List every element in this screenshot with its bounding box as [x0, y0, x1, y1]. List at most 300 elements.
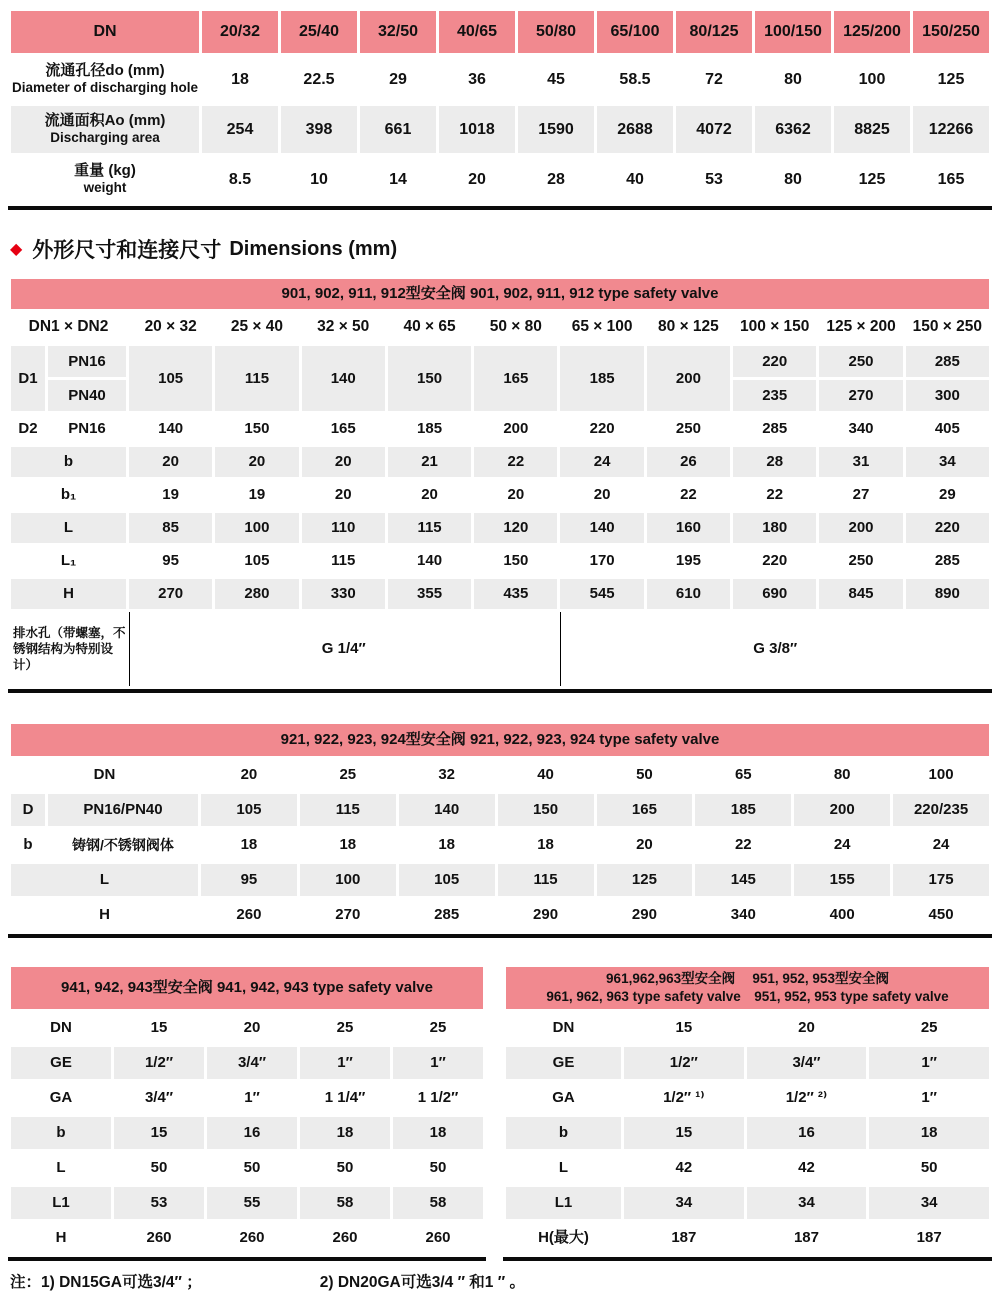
sub-label: 铸钢/不锈钢阀体 [48, 829, 198, 861]
table-cell: 270 [129, 579, 212, 609]
table-cell: 28 [733, 447, 816, 477]
row-label-zh: 重量 (kg) [74, 162, 136, 180]
table-cell: 45 [518, 56, 594, 103]
table-cell: 20 [129, 447, 212, 477]
table-cell: 53 [676, 156, 752, 203]
table-cell: 250 [819, 346, 902, 377]
table-cell: 115 [215, 346, 298, 411]
table-cell: 4072 [676, 106, 752, 153]
row-label: DN [11, 759, 198, 791]
table-cell: 18 [202, 56, 278, 103]
table-cell: 53 [114, 1187, 204, 1219]
table-row [11, 156, 989, 203]
row-label: D2 [11, 414, 45, 444]
table-cell: 95 [129, 546, 212, 576]
table-cell: 260 [201, 899, 297, 931]
table-cell: 25 [300, 1012, 390, 1044]
diamond-bullet-icon: ◆ [10, 241, 23, 258]
table-cell: 100 [215, 513, 298, 543]
table-cell: 150 × 250 [906, 312, 989, 343]
table-cell: 270 [300, 899, 396, 931]
table-cell: 285 [906, 346, 989, 377]
table-cell: 80/125 [676, 11, 752, 53]
table-cell: 20 [597, 829, 693, 861]
table-cell: 165 [913, 156, 989, 203]
row-label-en: Discharging area [50, 130, 160, 146]
table-cell: 18 [201, 829, 297, 861]
table-cell: 260 [207, 1222, 297, 1254]
row-label: b [11, 447, 126, 477]
table-cell: 80 [794, 759, 890, 791]
table-row [11, 546, 989, 576]
table-cell: 140 [388, 546, 471, 576]
row-label: L [11, 864, 198, 896]
row-label: b [11, 1117, 111, 1149]
table-cell: 100 [300, 864, 396, 896]
row-label: L₁ [11, 546, 126, 576]
table-cell: 15 [114, 1012, 204, 1044]
table-row [11, 1187, 483, 1219]
table-cell: 150 [215, 414, 298, 444]
table-cell: 220 [733, 546, 816, 576]
table-cell: 50 [300, 1152, 390, 1184]
table-cell: 610 [647, 579, 730, 609]
table-cell: 890 [906, 579, 989, 609]
sub-label: PN16 [48, 346, 126, 377]
table-cell: 355 [388, 579, 471, 609]
table-row [506, 1047, 989, 1079]
table-cell: 120 [474, 513, 557, 543]
table-title-row [11, 967, 483, 1009]
table-cell: 29 [906, 480, 989, 510]
row-label [11, 56, 199, 103]
table-cell: 12266 [913, 106, 989, 153]
row-label-zh: 流通孔径do (mm) [45, 62, 165, 80]
table-cell: 300 [906, 380, 989, 411]
table-cell: 1 1/2″ [393, 1082, 483, 1114]
table-cell: 200 [819, 513, 902, 543]
table-cell: 115 [302, 546, 385, 576]
table-cell: 150 [388, 346, 471, 411]
table-row [11, 864, 989, 896]
table-row [11, 11, 989, 53]
table-cell: 260 [300, 1222, 390, 1254]
flow-capacity-table [8, 8, 992, 210]
row-label: D1 [11, 346, 45, 411]
table-cell: 187 [869, 1222, 989, 1254]
table-row [11, 312, 989, 343]
row-label: L [506, 1152, 621, 1184]
row-label [11, 156, 199, 203]
table-cell: 285 [906, 546, 989, 576]
table-cell: 270 [819, 380, 902, 411]
table-cell: 140 [302, 346, 385, 411]
table-cell: 150 [498, 794, 594, 826]
table-cell: 8.5 [202, 156, 278, 203]
table-cell: 285 [399, 899, 495, 931]
table-cell: 220 [733, 346, 816, 377]
table-cell: 80 × 125 [647, 312, 730, 343]
table-cell: 32 × 50 [302, 312, 385, 343]
table-cell: 340 [695, 899, 791, 931]
table-row [11, 899, 989, 931]
table-cell: 22 [733, 480, 816, 510]
table-cell: 65 [695, 759, 791, 791]
table-row [11, 56, 989, 103]
table-row [11, 1012, 483, 1044]
table-cell: 140 [560, 513, 643, 543]
table-cell: 250 [819, 546, 902, 576]
table-cell: 1″ [300, 1047, 390, 1079]
table-cell: 1″ [869, 1082, 989, 1114]
table-row [11, 829, 989, 861]
table-cell: 34 [624, 1187, 744, 1219]
table-row [11, 480, 989, 510]
table-cell: 34 [869, 1187, 989, 1219]
table-row [11, 759, 989, 791]
table-cell: 50 [114, 1152, 204, 1184]
table-cell: 150/250 [913, 11, 989, 53]
row-label: GE [11, 1047, 111, 1079]
table-cell: 220 [906, 513, 989, 543]
table-row [11, 414, 989, 444]
table-cell: 330 [302, 579, 385, 609]
table-cell: 36 [439, 56, 515, 103]
table-cell: 185 [695, 794, 791, 826]
row-label [11, 106, 199, 153]
table-row [11, 106, 989, 153]
table-cell: 2688 [597, 106, 673, 153]
table-cell: 450 [893, 899, 989, 931]
table-cell: 80 [755, 56, 831, 103]
table-row [11, 1117, 483, 1149]
table-row [11, 1047, 483, 1079]
table-cell: 31 [819, 447, 902, 477]
drain-value-left: G 1/4″ [129, 612, 557, 686]
table-cell: 285 [733, 414, 816, 444]
table-cell: 72 [676, 56, 752, 103]
table-cell: 254 [202, 106, 278, 153]
footnote-1: 注：1) DN15GA可选3/4″ ； [10, 1274, 202, 1291]
table-cell: 661 [360, 106, 436, 153]
table-cell: 1/2″ [114, 1047, 204, 1079]
table-cell: 187 [624, 1222, 744, 1254]
table-cell: 200 [474, 414, 557, 444]
table-cell: 20 [439, 156, 515, 203]
table-cell: 50 [869, 1152, 989, 1184]
table-cell: 200 [647, 346, 730, 411]
table-cell: 85 [129, 513, 212, 543]
table-cell: 14 [360, 156, 436, 203]
table-cell: 180 [733, 513, 816, 543]
table-cell: 20 [215, 447, 298, 477]
table-cell: 398 [281, 106, 357, 153]
table-cell: 65 × 100 [560, 312, 643, 343]
table-cell: 155 [794, 864, 890, 896]
table-row [11, 1222, 483, 1254]
table-cell: 20 [560, 480, 643, 510]
table-cell: 50/80 [518, 11, 594, 53]
table-cell: 6362 [755, 106, 831, 153]
table-title-line1: 961,962,963型安全阀 951, 952, 953型安全阀 [606, 970, 889, 986]
table-cell: 32 [399, 759, 495, 791]
table-cell: 32/50 [360, 11, 436, 53]
sub-label: PN16/PN40 [48, 794, 198, 826]
table-row [506, 1012, 989, 1044]
table-row [11, 1152, 483, 1184]
table-cell: 405 [906, 414, 989, 444]
table-title-row [11, 724, 989, 756]
table-cell: 18 [300, 829, 396, 861]
table-cell: 18 [498, 829, 594, 861]
col-header-label: DN1 × DN2 [11, 312, 126, 343]
table-cell: 16 [747, 1117, 867, 1149]
row-label-en: Diameter of discharging hole [11, 80, 199, 96]
row-label-zh: 流通面积Ao (mm) [44, 112, 166, 130]
table-row [11, 794, 989, 826]
sub-label: PN40 [48, 380, 126, 411]
sub-label: PN16 [48, 414, 126, 444]
table-cell: 1/2″ [624, 1047, 744, 1079]
table-cell: 220/235 [893, 794, 989, 826]
table-cell: 400 [794, 899, 890, 931]
table-cell: 22 [647, 480, 730, 510]
table-cell: 185 [388, 414, 471, 444]
table-cell: 100 × 150 [733, 312, 816, 343]
table-title: 941, 942, 943型安全阀 941, 942, 943 type safety valve [11, 967, 483, 1009]
table-cell: 20 × 32 [129, 312, 212, 343]
table-cell: 15 [624, 1012, 744, 1044]
table-cell: 40 [597, 156, 673, 203]
table-cell: 125 [913, 56, 989, 103]
table-title: 921, 922, 923, 924型安全阀 921, 922, 923, 924 type safety valve [11, 724, 989, 756]
table-cell: 200 [794, 794, 890, 826]
table-cell: 690 [733, 579, 816, 609]
table-cell: 20 [207, 1012, 297, 1044]
table-cell: 280 [215, 579, 298, 609]
section-title-zh: 外形尺寸和连接尺寸 [32, 239, 222, 262]
table-cell: 220 [560, 414, 643, 444]
row-label: L1 [506, 1187, 621, 1219]
table-cell: 165 [302, 414, 385, 444]
row-label: DN [11, 1012, 111, 1044]
table-cell: 140 [399, 794, 495, 826]
section-title-en: Dimensions (mm) [229, 237, 398, 260]
table-cell: 10 [281, 156, 357, 203]
table-cell: 42 [624, 1152, 744, 1184]
table-cell: 22 [695, 829, 791, 861]
table-cell: 1″ [869, 1047, 989, 1079]
table-cell: 115 [300, 794, 396, 826]
row-label: L [11, 513, 126, 543]
table-cell: 58.5 [597, 56, 673, 103]
drain-value-right: G 3/8″ [560, 612, 989, 686]
table-cell: 20 [388, 480, 471, 510]
table-row [11, 346, 989, 377]
row-label: GE [506, 1047, 621, 1079]
table-cell: 20 [201, 759, 297, 791]
table-cell: 40 [498, 759, 594, 791]
table-cell: 50 [597, 759, 693, 791]
table-cell: 28 [518, 156, 594, 203]
table-cell: 3/4″ [747, 1047, 867, 1079]
table-cell: 1590 [518, 106, 594, 153]
table-cell: 105 [399, 864, 495, 896]
table-cell: 18 [393, 1117, 483, 1149]
table-cell: 105 [201, 794, 297, 826]
row-label: GA [11, 1082, 111, 1114]
table-cell: 65/100 [597, 11, 673, 53]
table-961-963-951-953 [503, 964, 992, 1261]
table-cell: 19 [215, 480, 298, 510]
table-cell: 3/4″ [207, 1047, 297, 1079]
drain-hole-row [11, 612, 989, 686]
footnote-2: 2) DN20GA可选3/4 ″ 和1 ″ 。 [319, 1274, 525, 1291]
table-row [11, 579, 989, 609]
table-cell: 58 [393, 1187, 483, 1219]
table-cell: 105 [129, 346, 212, 411]
table-cell: 125/200 [834, 11, 910, 53]
table-cell: 545 [560, 579, 643, 609]
section-heading [10, 234, 992, 264]
table-cell: 1″ [393, 1047, 483, 1079]
table-cell: 15 [624, 1117, 744, 1149]
row-label: L1 [11, 1187, 111, 1219]
table-cell: 100 [834, 56, 910, 103]
table-row [506, 1082, 989, 1114]
table-cell: 27 [819, 480, 902, 510]
table-cell: 115 [388, 513, 471, 543]
table-cell: 18 [869, 1117, 989, 1149]
table-cell: 22 [474, 447, 557, 477]
table-cell: 55 [207, 1187, 297, 1219]
table-cell: 20 [302, 480, 385, 510]
table-cell: 290 [498, 899, 594, 931]
bottom-tables [8, 964, 992, 1261]
table-cell: 40 × 65 [388, 312, 471, 343]
table-921-924 [8, 721, 992, 938]
table-cell: 15 [114, 1117, 204, 1149]
drain-label: 排水孔（带螺塞，不锈钢结构为特别设计） [11, 612, 126, 686]
footnote [10, 1270, 992, 1292]
row-label: DN [506, 1012, 621, 1044]
dn-header-label: DN [11, 11, 199, 53]
table-row [506, 1117, 989, 1149]
table-cell: 25/40 [281, 11, 357, 53]
table-cell: 110 [302, 513, 385, 543]
table-cell: 25 [869, 1012, 989, 1044]
table-cell: 25 [393, 1012, 483, 1044]
table-cell: 165 [474, 346, 557, 411]
table-cell: 95 [201, 864, 297, 896]
table-cell: 18 [399, 829, 495, 861]
table-cell: 845 [819, 579, 902, 609]
table-cell: 24 [893, 829, 989, 861]
row-label: b₁ [11, 480, 126, 510]
table-cell: 50 [393, 1152, 483, 1184]
table-cell: 58 [300, 1187, 390, 1219]
table-cell: 160 [647, 513, 730, 543]
table-cell: 20 [474, 480, 557, 510]
table-cell: 8825 [834, 106, 910, 153]
table-cell: 185 [560, 346, 643, 411]
table-cell: 175 [893, 864, 989, 896]
table-cell: 125 [834, 156, 910, 203]
table-cell: 260 [393, 1222, 483, 1254]
table-cell: 1/2″ ¹⁾ [624, 1082, 744, 1114]
table-cell: 100 [893, 759, 989, 791]
table-cell: 250 [647, 414, 730, 444]
table-cell: 290 [597, 899, 693, 931]
table-cell: 1018 [439, 106, 515, 153]
table-cell: 20/32 [202, 11, 278, 53]
table-row [11, 1082, 483, 1114]
table-901-912 [8, 276, 992, 693]
table-cell: 19 [129, 480, 212, 510]
table-cell: 1/2″ ²⁾ [747, 1082, 867, 1114]
row-label: H [11, 1222, 111, 1254]
table-cell: 435 [474, 579, 557, 609]
table-row [11, 513, 989, 543]
table-cell: 340 [819, 414, 902, 444]
table-cell: 18 [300, 1117, 390, 1149]
table-cell: 29 [360, 56, 436, 103]
row-label: D [11, 794, 45, 826]
table-cell: 50 × 80 [474, 312, 557, 343]
table-cell: 100/150 [755, 11, 831, 53]
table-cell: 1″ [207, 1082, 297, 1114]
row-label: b [11, 829, 45, 861]
table-cell: 50 [207, 1152, 297, 1184]
table-cell: 187 [747, 1222, 867, 1254]
row-label: H(最大) [506, 1222, 621, 1254]
table-cell: 145 [695, 864, 791, 896]
table-title: 901, 902, 911, 912型安全阀 901, 902, 911, 912 type safety valve [11, 279, 989, 309]
table-cell: 170 [560, 546, 643, 576]
table-cell: 25 × 40 [215, 312, 298, 343]
table-title [506, 967, 989, 1009]
table-cell: 24 [794, 829, 890, 861]
table-cell: 235 [733, 380, 816, 411]
row-label-en: weight [83, 180, 127, 196]
table-cell: 26 [647, 447, 730, 477]
table-row [506, 1222, 989, 1254]
table-cell: 42 [747, 1152, 867, 1184]
table-cell: 20 [747, 1012, 867, 1044]
table-cell: 150 [474, 546, 557, 576]
table-cell: 40/65 [439, 11, 515, 53]
table-title-row [506, 967, 989, 1009]
table-cell: 125 [597, 864, 693, 896]
table-cell: 3/4″ [114, 1082, 204, 1114]
row-label: GA [506, 1082, 621, 1114]
table-cell: 105 [215, 546, 298, 576]
table-cell: 22.5 [281, 56, 357, 103]
row-label: H [11, 579, 126, 609]
table-title-line2: 961, 962, 963 type safety valve 951, 952, 953 type safety valve [546, 989, 949, 1004]
table-row [11, 447, 989, 477]
row-label: b [506, 1117, 621, 1149]
table-cell: 34 [906, 447, 989, 477]
row-label: L [11, 1152, 111, 1184]
table-cell: 260 [114, 1222, 204, 1254]
table-cell: 1 1/4″ [300, 1082, 390, 1114]
table-cell: 165 [597, 794, 693, 826]
table-cell: 80 [755, 156, 831, 203]
table-cell: 140 [129, 414, 212, 444]
table-cell: 125 × 200 [819, 312, 902, 343]
table-cell: 25 [300, 759, 396, 791]
